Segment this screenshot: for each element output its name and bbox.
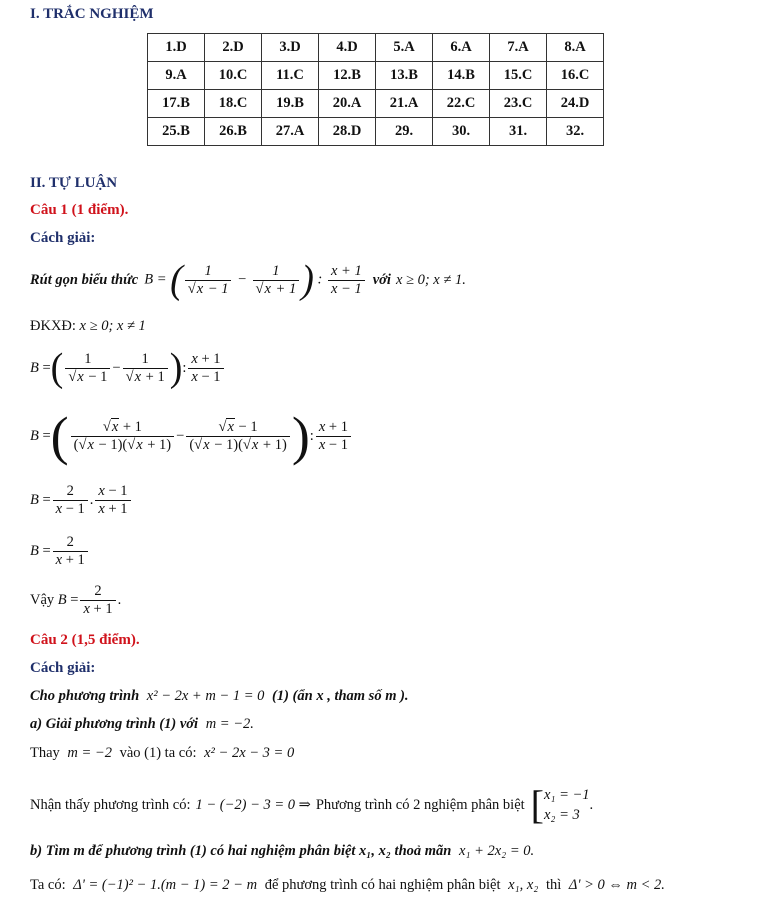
q1-step-4: B = $\frac{2}{x + 1}$ <box>30 531 90 571</box>
answer-cell: 11.C <box>262 62 319 90</box>
q2-part-b <box>30 843 534 860</box>
q2-taco-expr: Δ' = (−1)² − 1.(m − 1) = 2 − m <box>73 877 258 893</box>
q2-discriminant <box>30 877 665 894</box>
q2-heading: Câu 2 (1,5 điểm). <box>30 632 140 648</box>
answer-cell: 16.C <box>547 62 604 90</box>
q2-observation <box>30 782 593 828</box>
q2-roots-system: [ x₁ = −1 x₂ = 3 . <box>530 782 594 827</box>
q1-conclusion-lead: Vậy <box>30 591 55 608</box>
section-title-essay: II. TỰ LUẬN <box>30 175 118 191</box>
answer-cell: 17.B <box>148 90 205 118</box>
q1-conclusion: Vậy B = $\frac{2}{x + 1}$ . <box>30 582 122 617</box>
q1-step-2: B = ( $\frac{√x + 1}{(√x - 1)(√x + 1)}$ − $\frac{√x - 1}{(√x - 1)(√x + 1)}$ ) : $\frac{x + 1}{x - 1}$ <box>30 408 353 464</box>
answer-cell: 26.B <box>205 118 262 146</box>
q1-dkxd-cond: x ≥ 0; x ≠ 1 <box>79 318 146 334</box>
answer-cell: 13.B <box>376 62 433 90</box>
q1-step-1: B = ( $\frac{1}{√x - 1}$ − $\frac{1}{√x + 1}$ ) : $\frac{x + 1}{x - 1}$ <box>30 346 226 390</box>
answer-cell: 2.D <box>205 34 262 62</box>
answer-cell: 18.C <box>205 90 262 118</box>
answer-cell: 15.C <box>490 62 547 90</box>
answer-cell: 25.B <box>148 118 205 146</box>
q2-nhan-lead: Nhận thấy phương trình có: <box>30 796 191 813</box>
answer-cell: 21.A <box>376 90 433 118</box>
q1-prompt <box>30 258 466 302</box>
q2-substitution <box>30 745 294 762</box>
answer-cell: 7.A <box>490 34 547 62</box>
q1-step-3: B = $\frac{2}{x - 1}$ . $\frac{x - 1}{x + 1}$ <box>30 480 133 520</box>
q2-root-2: x₂ = 3 <box>544 807 580 823</box>
q1-prompt-lead: Rút gọn biểu thức <box>30 271 139 288</box>
answer-cell: 9.A <box>148 62 205 90</box>
answer-cell: 8.A <box>547 34 604 62</box>
q2-taco-lead: Ta có: <box>30 877 66 893</box>
q1-prompt-formula: B = ( $\frac{1}{√x - 1}$ − $\frac{1}{√x + 1}$ ) : $\frac{x + 1}{x - 1}$ <box>144 261 367 299</box>
answer-cell: 31. <box>490 118 547 146</box>
q2-part-b-cond: x₁ + 2x₂ = 0. <box>458 843 535 859</box>
answer-cell: 19.B <box>262 90 319 118</box>
answer-row <box>148 62 604 90</box>
answer-cell: 28.D <box>319 118 376 146</box>
answer-cell: 22.C <box>433 90 490 118</box>
q2-root-1: x₁ = −1 <box>544 787 590 803</box>
answer-cell: 12.B <box>319 62 376 90</box>
answer-cell: 24.D <box>547 90 604 118</box>
q2-method-label: Cách giải: <box>30 660 96 676</box>
answer-cell: 5.A <box>376 34 433 62</box>
answer-cell: 20.A <box>319 90 376 118</box>
q2-prompt-lead: Cho phương trình <box>30 688 140 704</box>
q2-part-b-text: b) Tìm m để phương trình (1) có hai nghiệm phân biệt x₁, x₂ thoả mãn <box>30 843 452 859</box>
answer-cell: 10.C <box>205 62 262 90</box>
q1-method-label: Cách giải: <box>30 230 96 246</box>
q1-prompt-cond: x ≥ 0; x ≠ 1. <box>395 271 466 288</box>
answer-row <box>148 34 604 62</box>
q2-taco-then: thì <box>545 877 562 893</box>
answer-cell: 4.D <box>319 34 376 62</box>
answer-table <box>147 33 604 146</box>
q2-nhan-expr: 1 − (−2) − 3 = 0 ⇒ <box>195 796 311 813</box>
q1-dkxd <box>30 318 146 335</box>
answer-cell: 29. <box>376 118 433 146</box>
q2-taco-result: Δ' > 0 ⇔ m < 2. <box>568 877 665 893</box>
q2-part-a-lead: a) Giải phương trình (1) với <box>30 716 199 732</box>
q2-thay-m: m = −2 <box>67 745 112 761</box>
q2-thay-eq: x² − 2x − 3 = 0 <box>204 745 295 761</box>
q2-prompt-eq: x² − 2x + m − 1 = 0 <box>146 688 265 704</box>
q1-dkxd-label: ĐKXĐ: <box>30 318 76 334</box>
answer-cell: 27.A <box>262 118 319 146</box>
q2-part-a-val: m = −2. <box>205 716 254 732</box>
q2-prompt-tail: (1) (ẩn x , tham số m ). <box>272 688 409 704</box>
q2-thay-lead: Thay <box>30 745 60 761</box>
q2-nhan-tail: Phương trình có 2 nghiệm phân biệt <box>315 796 525 813</box>
answer-cell: 30. <box>433 118 490 146</box>
q2-part-a <box>30 716 254 733</box>
answer-cell: 6.A <box>433 34 490 62</box>
answer-cell: 3.D <box>262 34 319 62</box>
answer-cell: 14.B <box>433 62 490 90</box>
q1-heading: Câu 1 (1 điểm). <box>30 202 129 218</box>
q2-thay-mid: vào (1) ta có: <box>119 745 197 761</box>
section-title-multiple-choice: I. TRẮC NGHIỆM <box>30 6 154 22</box>
answer-cell: 32. <box>547 118 604 146</box>
q2-taco-vars: x₁, x₂ <box>508 877 539 893</box>
q2-taco-mid: để phương trình có hai nghiệm phân biệt <box>264 877 501 893</box>
answer-cell: 23.C <box>490 90 547 118</box>
q2-prompt <box>30 688 409 705</box>
answer-cell: 1.D <box>148 34 205 62</box>
q1-prompt-cond-lead: với <box>372 271 391 288</box>
answer-row <box>148 118 604 146</box>
answer-row <box>148 90 604 118</box>
